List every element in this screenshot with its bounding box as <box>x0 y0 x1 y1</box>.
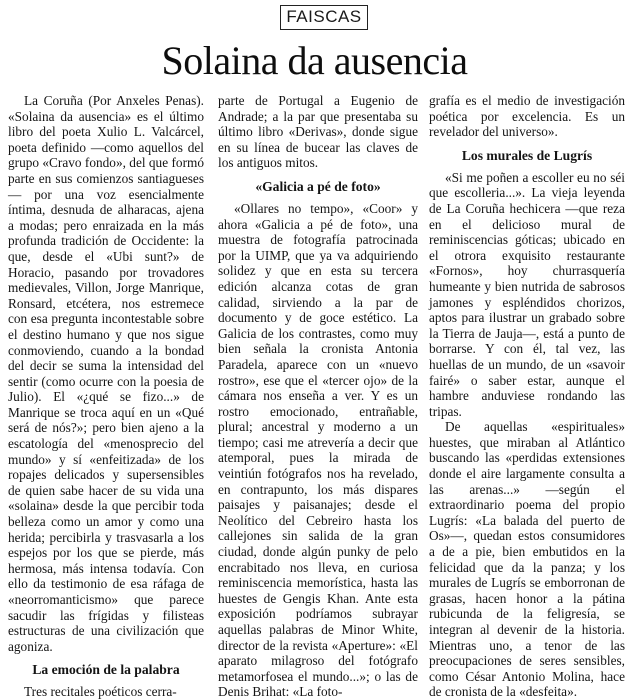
subheading: Los murales de Lugrís <box>461 147 593 163</box>
paragraph: Tres recitales poéticos cerra- <box>24 684 177 700</box>
paragraph: De aquellas «espirituales» huestes, que miraban al Atlántico buscando las «perdidas extensiones donde el aire largamente consulta a las arenas...» —según el extraordinario poema del propio Lugrís: «La balada del puerto de Os»—, quedan estos consumidores a de a pie, bien embutidos en la felicidad que da la panza; y los murales de Lugrís se emborronan de grasas, hacen honor a la pátina rubicunda de la feligresía, se integran al devenir de la historia. Mientras uno, a tenor de las preocupaciones de seres sensibles, como César Antonio Molina, hace de cronista de la «desfeita». <box>429 419 625 700</box>
column-2 <box>218 93 418 700</box>
section-label: FAISCAS <box>280 5 368 30</box>
subheading: La emoción de la palabra <box>32 662 180 678</box>
headline: Solaina da ausencia <box>161 38 468 83</box>
paragraph: «Si me poñen a escoller eu no séi que escolleria...». La vieja leyenda de La Coruña hechicera —que reza en el delicioso mural de reminiscencias góticas; ubicado en el otrora exquisito restaurante «Fornos», hoy churrasquería humeante y bien nutrida de sabrosos jamones y espléndidos chorizos, aptos para ilustrar un grabado sobre la Tierra de Jauja—, está a punto de borrarse. Y con él, tal vez, las huellas de un mundo, de un «savoir fairé» o saber estar, aunque el hambre anduviese rondando las tripas. <box>429 169 625 419</box>
paragraph: La Coruña (Por Anxeles Penas). «Solaina da ausencia» es el último libro del poeta Xulio L. Valcárcel, poeta definido —como aquellos del grupo «Cravo fondo», del que formó parte en sus comienzos santiagueses— por una voz esencialmente íntima, desnuda de alharacas, ajena a modas; pero enraizada en la más profunda tradición de Occidente: la que, desde el «Ubi sunt?» de Horacio, pasando por trovadores medievales, Villon, Jorge Manrique, Ronsard, etcétera, nos estremece con esa pregunta incontestable sobre el destino humano y que nos sigue conmoviendo, cuando a la bondad del decir se suma la intensidad del sentir (como ocurre con la poesia de Julio). El «¿qué se fizo...» de Manrique se troca aquí en un «Qué será de nós?»; pero bien ajeno a la escatología del «menosprecio del mundo» y sí «enfeitizada» de los ropajes delicados y supersensibles de quien sabe hacer de su vida una «solaina» desde la que percibir toda belleza como un amor y como una herida; percibirla y trasvasarla a los espejos por los que se pierde, más hermosa, más intensa todavía. Con ello da testimonio de esa ráfaga de «neorromanticismo» que parece sacudir las frígidas y filisteas estructuras de una civilización que agoniza. <box>8 93 204 654</box>
paragraph: parte de Portugal a Eugenio de Andrade; a la par que presentaba su último libro «Derivas», donde sigue en su línea de bucear las claves de los antiguos mitos. <box>218 93 418 171</box>
column-1 <box>8 93 204 700</box>
paragraph: grafía es el medio de investigación poética por excelencia. Es un revelador del universo». <box>429 93 625 140</box>
column-3 <box>429 93 625 700</box>
subheading: «Galicia a pé de foto» <box>255 178 381 194</box>
paragraph: «Ollares no tempo», «Coor» y ahora «Galicia a pé de foto», una muestra de fotografía patrocinada por la UIMP, que ya va adquiriendo solidez y que en esta su tercera edición alcanza cotas de gran calidad, sirviendo a la par de documento y de goce estético. La Galicia de los contrastes, como muy bien señala la cronista Antonia Paradela, aparece con un «nuevo rostro», ese que el «tercer ojo» de la cámara nos enseña a ver. Y es un rostro emocionado, entrañable, plural; ancestral y moderno a un tiempo; casi me atrevería a decir que atemporal, pues la mirada de veintiún fotógrafos nos ha revelado, en contrapunto, los más dispares paisajes y paisanajes; desde el Neolítico del Cebreiro hasta los callejones sin salida de la gran ciudad, donde algún punky de pelo encrabitado nos lleva, en curiosa reminiscencia memorística, hasta las huestes de Gengis Khan. Ante esta exposición podríamos subrayar aquellas palabras de Minor White, director de la revista «Aperture»: «El aparato milagroso del fotógrafo metamorfosea el mundo...»; o las de Denis Brihat: «La foto- <box>218 200 418 700</box>
